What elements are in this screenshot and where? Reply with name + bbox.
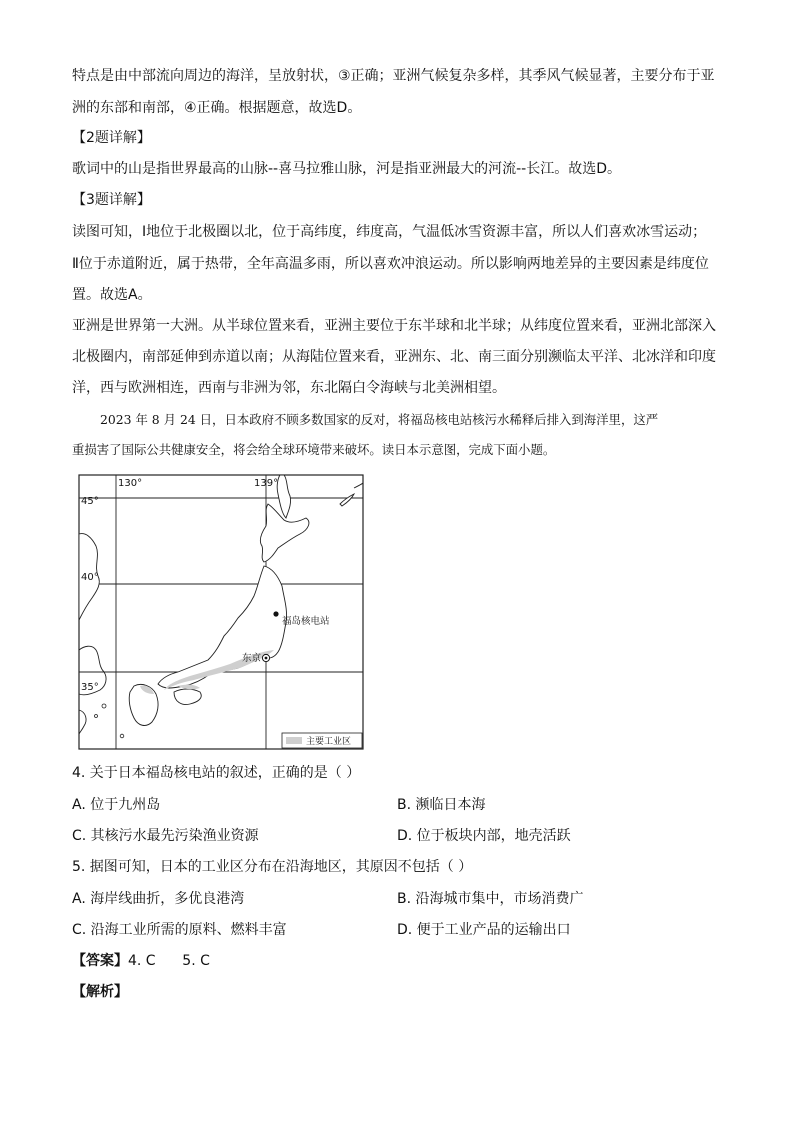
text-line: Ⅱ位于赤道附近，属于热带，全年高温多雨，所以喜欢冲浪运动。所以影响两地差异的主要因素是纬度位 [72, 256, 709, 272]
answer-label: 【答案】 [72, 953, 128, 969]
lat-label-35: 35° [81, 682, 99, 693]
option-c[interactable]: C. 其核污水最先污染渔业资源 [72, 828, 259, 844]
option-c[interactable]: C. 沿海工业所需的原料、燃料丰富 [72, 922, 287, 938]
text-line: 洲的东部和南部，④正确。根据题意，故选D。 [72, 100, 362, 116]
text-line: 亚洲是世界第一大洲。从半球位置来看，亚洲主要位于东半球和北半球；从纬度位置来看，亚洲北部深入 [72, 318, 716, 334]
answer-value: 4. C 5. C [128, 953, 210, 969]
fukushima-marker [273, 611, 278, 616]
japan-map [78, 474, 364, 750]
text-line: 北极圈内，南部延伸到赤道以南；从海陆位置来看，亚洲东、北、南三面分别濒临太平洋、北冰洋和印度 [72, 349, 716, 365]
legend-swatch [286, 737, 302, 744]
option-a[interactable]: A. 位于九州岛 [72, 797, 161, 813]
section-heading: 【3题详解】 [72, 192, 151, 208]
answer-row [72, 951, 210, 971]
legend-label: 主要工业区 [306, 737, 352, 747]
fukushima-label: 福岛核电站 [282, 616, 330, 627]
option-d[interactable]: D. 便于工业产品的运输出口 [397, 922, 571, 938]
lat-label-45: 45° [81, 496, 99, 507]
intro-text: 2023 年 8 月 24 日，日本政府不顾多数国家的反对，将福岛核电站核污水稀释后排入到海洋里，这严 [100, 412, 659, 427]
question-stem: 5. 据图可知，日本的工业区分布在沿海地区，其原因不包括（ ） [72, 859, 473, 875]
map-frame [79, 475, 363, 749]
option-b[interactable]: B. 沿海城市集中，市场消费广 [397, 891, 584, 907]
option-d[interactable]: D. 位于板块内部，地壳活跃 [397, 828, 571, 844]
text-line: 洋，西与欧洲相连，西南与非洲为邻，东北隔白令海峡与北美洲相望。 [72, 380, 506, 396]
intro-text: 重损害了国际公共健康安全，将会给全球环境带来破坏。读日本示意图，完成下面小题。 [72, 442, 556, 457]
option-a[interactable]: A. 海岸线曲折，多优良港湾 [72, 891, 245, 907]
lat-label-40: 40° [81, 572, 99, 583]
text-line: 特点是由中部流向周边的海洋，呈放射状，③正确；亚洲气候复杂多样，其季风气候显著，主要分布于亚 [72, 68, 715, 84]
text-line: 读图可知，I地位于北极圈以北，位于高纬度，纬度高，气温低冰雪资源丰富，所以人们喜欢冰雪运动； [72, 224, 707, 240]
question-stem: 4. 关于日本福岛核电站的叙述，正确的是（ ） [72, 765, 361, 781]
text-line: 置。故选A。 [72, 287, 152, 303]
text-line: 歌词中的山是指世界最高的山脉--喜马拉雅山脉，河是指亚洲最大的河流--长江。故选D。 [72, 161, 621, 177]
section-heading: 【2题详解】 [72, 130, 151, 146]
option-b[interactable]: B. 濒临日本海 [397, 797, 486, 813]
lon-label-139: 139° [254, 478, 279, 489]
lon-label-130: 130° [118, 478, 143, 489]
tokyo-label: 东京 [242, 653, 262, 664]
analysis-heading: 【解析】 [72, 984, 128, 1000]
